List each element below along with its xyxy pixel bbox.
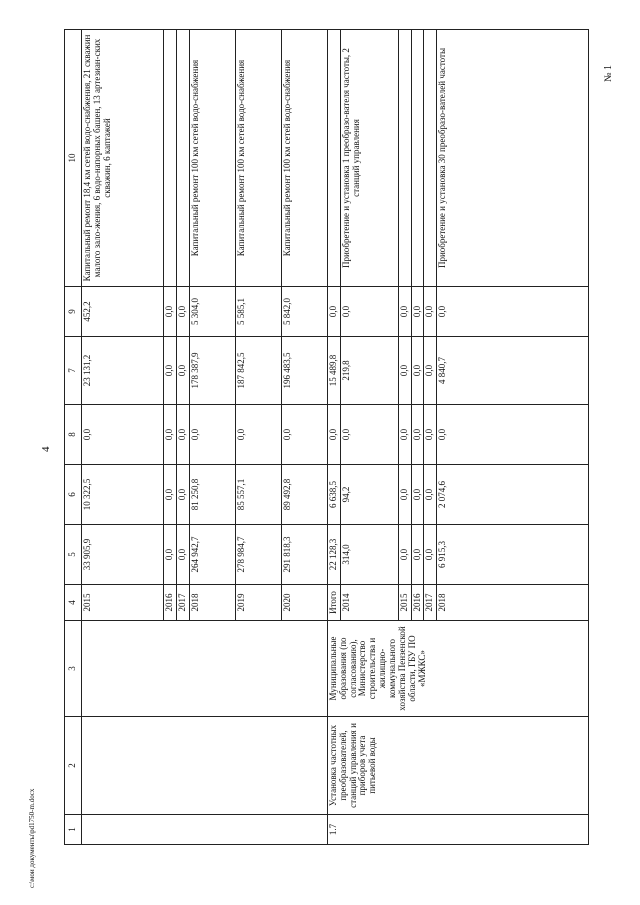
year-cell: 2016 xyxy=(411,585,424,621)
col-header: 5 xyxy=(65,525,82,585)
value-cell: 0,0 xyxy=(281,405,327,465)
description-cell xyxy=(164,30,177,287)
description-cell: Приобретение и установка 1 преобразо-вателя частоты, 2 станций управления xyxy=(340,30,398,287)
col-header: 3 xyxy=(65,621,82,717)
value-cell: 0,0 xyxy=(340,405,398,465)
program-table xyxy=(64,29,589,845)
description-cell: Капитальный ремонт 18,4 км сетей водо-снабжения, 21 скважин малого зало-жения, 6 водо-напорных башен, 13 артезиан-ских скважин, 6 каптажей xyxy=(82,30,164,287)
page-number: 4 xyxy=(40,446,52,452)
description-cell: Капитальный ремонт 100 км сетей водо-снабжения xyxy=(189,30,235,287)
description-cell xyxy=(327,30,340,287)
year-cell: 2019 xyxy=(235,585,281,621)
col-header: 1 xyxy=(65,815,82,845)
value-cell: 85 557,1 xyxy=(235,465,281,525)
empty-cell xyxy=(82,717,328,815)
year-cell: 2015 xyxy=(82,585,164,621)
value-cell: 219,8 xyxy=(340,337,398,405)
value-cell: 94,2 xyxy=(340,465,398,525)
year-cell: 2018 xyxy=(437,585,589,621)
rotated-table-wrapper xyxy=(64,30,589,845)
value-cell: 0,0 xyxy=(398,287,411,337)
value-cell: 196 483,5 xyxy=(281,337,327,405)
value-cell: 0,0 xyxy=(235,405,281,465)
year-cell: 2017 xyxy=(424,585,437,621)
year-cell: 2018 xyxy=(189,585,235,621)
year-cell: 2015 xyxy=(398,585,411,621)
section-name: Установка частотных преобразователей, станций управления и приборов учета питьевой воды xyxy=(327,717,588,815)
year-cell: 2017 xyxy=(176,585,189,621)
col-header: 10 xyxy=(65,30,82,287)
value-cell: 0,0 xyxy=(82,405,164,465)
value-cell: 0,0 xyxy=(398,525,411,585)
value-cell: 2 074,6 xyxy=(437,465,589,525)
value-cell: 0,0 xyxy=(437,405,589,465)
value-cell: 15 489,8 xyxy=(327,337,340,405)
page-label: № 1 xyxy=(603,64,614,82)
description-cell: Капитальный ремонт 100 км сетей водо-снабжения xyxy=(281,30,327,287)
col-header: 4 xyxy=(65,585,82,621)
value-cell: 0,0 xyxy=(411,405,424,465)
value-cell: 23 131,2 xyxy=(82,337,164,405)
section-executor: Муниципальные образования (по согласованию), Министерство строительства и жилищно-коммунального хозяйства Пензенской области, ГБУ ПО «МЖКС» xyxy=(327,621,588,717)
value-cell: 264 942,7 xyxy=(189,525,235,585)
table-row xyxy=(327,30,340,845)
year-cell: Итого xyxy=(327,585,340,621)
value-cell: 0,0 xyxy=(398,405,411,465)
value-cell: 178 387,9 xyxy=(189,337,235,405)
value-cell: 5 842,0 xyxy=(281,287,327,337)
value-cell: 0,0 xyxy=(176,287,189,337)
col-header: 9 xyxy=(65,287,82,337)
col-header: 7 xyxy=(65,337,82,405)
year-cell: 2016 xyxy=(164,585,177,621)
value-cell: 0,0 xyxy=(411,287,424,337)
value-cell: 5 585,1 xyxy=(235,287,281,337)
value-cell: 0,0 xyxy=(176,525,189,585)
value-cell: 278 984,7 xyxy=(235,525,281,585)
col-header: 6 xyxy=(65,465,82,525)
col-header: 8 xyxy=(65,405,82,465)
description-cell xyxy=(398,30,411,287)
value-cell: 0,0 xyxy=(411,525,424,585)
value-cell: 4 840,7 xyxy=(437,337,589,405)
value-cell: 22 128,3 xyxy=(327,525,340,585)
value-cell: 0,0 xyxy=(411,465,424,525)
value-cell: 10 322,5 xyxy=(82,465,164,525)
value-cell: 0,0 xyxy=(164,287,177,337)
value-cell: 452,2 xyxy=(82,287,164,337)
footer-path: c:\мои документы\pd1750-m.docx xyxy=(28,788,36,888)
value-cell: 0,0 xyxy=(327,287,340,337)
year-cell: 2014 xyxy=(340,585,398,621)
value-cell: 0,0 xyxy=(164,465,177,525)
value-cell: 0,0 xyxy=(340,287,398,337)
value-cell: 0,0 xyxy=(189,405,235,465)
value-cell: 0,0 xyxy=(327,405,340,465)
value-cell: 0,0 xyxy=(424,405,437,465)
value-cell: 5 304,0 xyxy=(189,287,235,337)
description-cell xyxy=(176,30,189,287)
value-cell: 0,0 xyxy=(424,337,437,405)
header-row xyxy=(65,30,82,845)
value-cell: 81 250,8 xyxy=(189,465,235,525)
value-cell: 33 905,9 xyxy=(82,525,164,585)
empty-cell xyxy=(82,621,328,717)
value-cell: 0,0 xyxy=(164,525,177,585)
value-cell: 0,0 xyxy=(437,287,589,337)
description-cell: Приобретение и установка 30 преобразо-вателей частоты xyxy=(437,30,589,287)
value-cell: 0,0 xyxy=(424,465,437,525)
value-cell: 0,0 xyxy=(398,337,411,405)
value-cell: 0,0 xyxy=(424,525,437,585)
description-cell xyxy=(424,30,437,287)
section-number: 1.7 xyxy=(327,815,588,845)
value-cell: 0,0 xyxy=(164,405,177,465)
value-cell: 0,0 xyxy=(176,337,189,405)
value-cell: 6 915,3 xyxy=(437,525,589,585)
value-cell: 187 842,5 xyxy=(235,337,281,405)
year-cell: 2020 xyxy=(281,585,327,621)
value-cell: 314,0 xyxy=(340,525,398,585)
value-cell: 0,0 xyxy=(411,337,424,405)
description-cell: Капитальный ремонт 100 км сетей водо-снабжения xyxy=(235,30,281,287)
value-cell: 0,0 xyxy=(176,465,189,525)
value-cell: 291 818,3 xyxy=(281,525,327,585)
value-cell: 6 638,5 xyxy=(327,465,340,525)
value-cell: 0,0 xyxy=(398,465,411,525)
col-header: 2 xyxy=(65,717,82,815)
table-row xyxy=(82,30,164,845)
value-cell: 0,0 xyxy=(424,287,437,337)
description-cell xyxy=(411,30,424,287)
value-cell: 89 492,8 xyxy=(281,465,327,525)
empty-cell xyxy=(82,815,328,845)
value-cell: 0,0 xyxy=(164,337,177,405)
value-cell: 0,0 xyxy=(176,405,189,465)
